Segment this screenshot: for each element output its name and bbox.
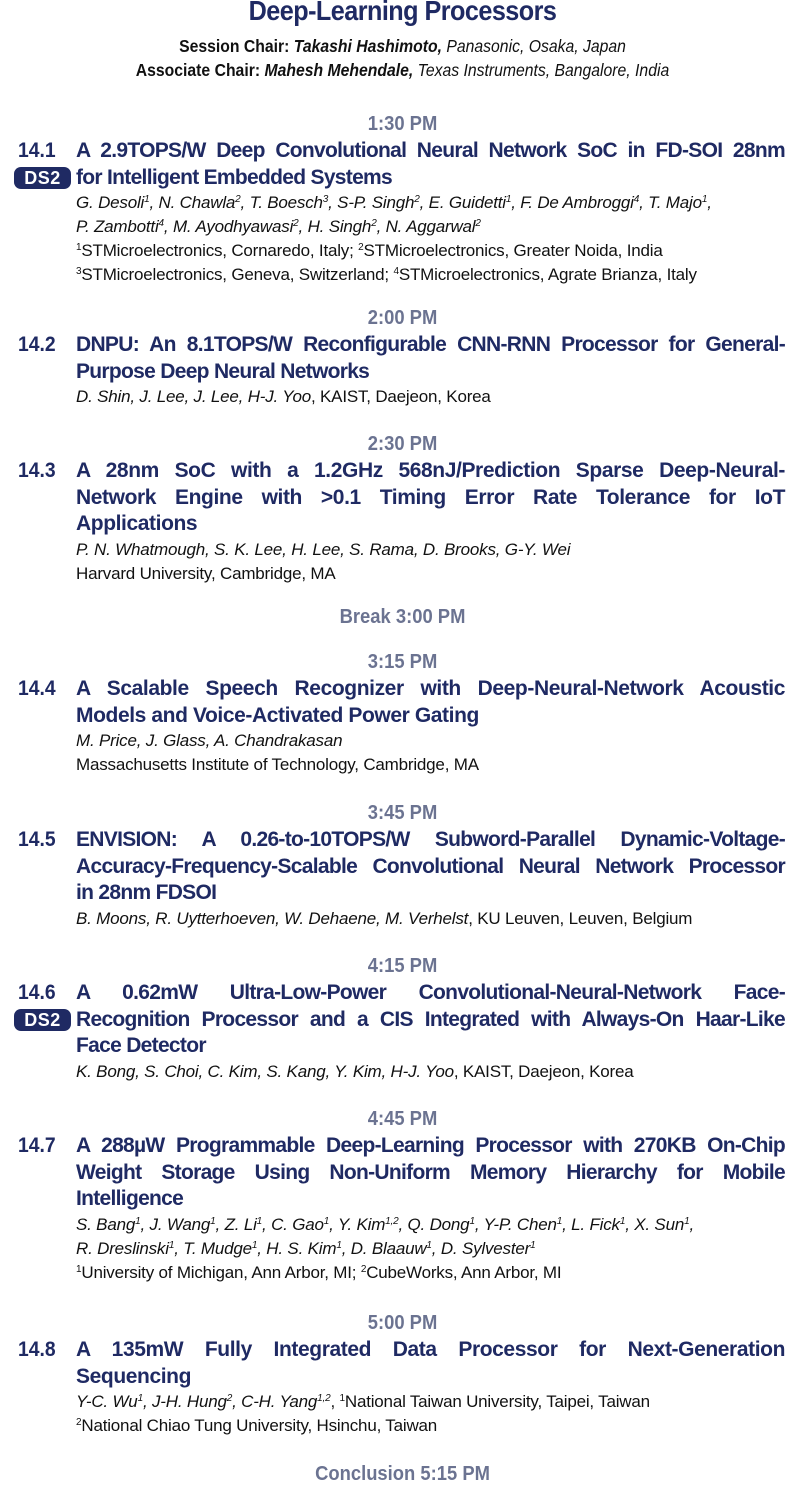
paper-title-line: DNPU: An 8.1TOPS/W Reconfigurable CNN-RNN Processor for General-: [76, 333, 785, 356]
paper-title-line: Recognition Processor and a CIS Integrated with Always-On Haar-Like: [76, 1007, 785, 1031]
paper-title-line: Face Detector: [76, 1034, 206, 1057]
paper-title-line: Weight Storage Using Non-Uniform Memory Hierarchy for Mobile: [76, 1160, 785, 1184]
paper-time: 1:30 PM: [367, 113, 438, 135]
paper-title-line: A 2.9TOPS/W Deep Convolutional Neural Network SoC in FD-SOI 28nm: [76, 139, 785, 162]
paper-affiliation: $^1$University of Michigan, Ann Arbor, MI; $^2$CubeWorks, Ann Arbor, MI: [76, 1262, 562, 1282]
paper-title-line: for Intelligent Embedded Systems: [76, 165, 392, 189]
paper-number: 14.2: [18, 333, 56, 356]
paper-number: 14.5: [18, 828, 56, 851]
paper-authors: S. Bang$^1$, J. Wang$^1$, Z. Li$^1$, C. Gao$^1$, Y. Kim$^{1,2}$, Q. Dong$^1$, Y-P. Chen$^1$, L. Fick$^1$, X. Sun$^1$,: [76, 1214, 694, 1234]
session-title: Deep-Learning Processors: [248, 0, 557, 26]
paper-title-line: Models and Voice-Activated Power Gating: [76, 703, 479, 727]
paper-title-line: A 135mW Fully Integrated Data Processor for Next-Generation: [76, 1338, 785, 1361]
paper-title-line: in 28nm FDSOI: [76, 881, 217, 904]
paper-block: [0, 306, 805, 409]
paper-time: 5:00 PM: [367, 1312, 438, 1334]
paper-affiliation: $^2$National Chiao Tung University, Hsinchu, Taiwan: [76, 1416, 438, 1435]
paper-title-line: Intelligence: [76, 1187, 184, 1210]
paper-block: [0, 1311, 805, 1438]
paper-block: [0, 954, 805, 1084]
paper-authors: P. N. Whatmough, S. K. Lee, H. Lee, S. Rama, D. Brooks, G-Y. Wei: [76, 539, 571, 559]
paper-block: [0, 650, 805, 777]
paper-authors: M. Price, J. Glass, A. Chandrakasan: [76, 731, 343, 750]
paper-affiliation: $^1$STMicroelectronics, Cornaredo, Italy; $^2$STMicroelectronics, Greater Noida, India: [76, 241, 663, 260]
paper-title-line: A 288µW Programmable Deep-Learning Processor with 270KB On-Chip: [76, 1134, 785, 1157]
paper-affiliation: Harvard University, Cambridge, MA: [76, 563, 336, 583]
paper-time: 2:00 PM: [367, 307, 438, 329]
paper-time: 3:15 PM: [367, 651, 438, 673]
session-chair: [40, 34, 765, 58]
break-label: Break 3:00 PM: [339, 606, 466, 628]
session-chair-affiliation: Panasonic, Osaka, Japan: [446, 36, 626, 56]
paper-number: 14.7: [18, 1134, 56, 1157]
paper-title: [76, 458, 785, 538]
paper-block: [0, 112, 805, 287]
paper-time: 2:30 PM: [367, 433, 438, 455]
paper-title: [76, 1133, 785, 1213]
paper-title: [76, 827, 785, 907]
paper-title-line: Purpose Deep Neural Networks: [76, 359, 370, 383]
paper-number: 14.8: [18, 1338, 56, 1361]
paper-title-line: Sequencing: [76, 1364, 192, 1388]
conclusion-label: Conclusion 5:15 PM: [315, 1463, 490, 1485]
paper-time: 4:45 PM: [367, 1108, 438, 1130]
associate-chair-name: Mahesh Mehendale,: [264, 60, 414, 80]
paper-title: [76, 138, 785, 191]
paper-title-line: A 0.62mW Ultra-Low-Power Convolutional-Neural-Network Face-: [76, 981, 785, 1004]
paper-title-line: A 28nm SoC with a 1.2GHz 568nJ/Prediction Sparse Deep-Neural-: [76, 459, 785, 482]
paper-title: [76, 1337, 785, 1390]
paper-affiliation: Massachusetts Institute of Technology, Cambridge, MA: [76, 755, 479, 774]
paper-title: [76, 332, 785, 385]
paper-authors: B. Moons, R. Uytterhoeven, W. Dehaene, M. Verhelst, KU Leuven, Leuven, Belgium: [76, 908, 693, 928]
paper-number: 14.6: [18, 981, 56, 1004]
paper-block: [0, 801, 805, 931]
associate-chair-affiliation: Texas Instruments, Bangalore, India: [417, 60, 670, 80]
paper-time: 3:45 PM: [367, 802, 438, 824]
paper-title-line: Applications: [76, 512, 198, 535]
paper-number: 14.4: [18, 677, 56, 700]
paper-block: [0, 1107, 805, 1285]
paper-authors: P. Zambotti$^4$, M. Ayodhyawasi$^2$, H. Singh$^2$, N. Aggarwal$^2$: [76, 217, 481, 236]
paper-number: 14.1: [18, 139, 56, 162]
paper-title-line: Network Engine with >0.1 Timing Error Rate Tolerance for IoT: [76, 485, 785, 509]
paper-title: [76, 980, 785, 1060]
paper-authors: D. Shin, J. Lee, J. Lee, H-J. Yoo, KAIST, Daejeon, Korea: [76, 387, 491, 406]
ds2-badge: DS2: [14, 167, 71, 189]
paper-title-line: ENVISION: A 0.26-to-10TOPS/W Subword-Parallel Dynamic-Voltage-: [76, 828, 785, 851]
associate-chair: [40, 58, 765, 82]
paper-affiliation: $^3$STMicroelectronics, Geneva, Switzerland; $^4$STMicroelectronics, Agrate Brianza, Italy: [76, 265, 697, 284]
paper-authors: K. Bong, S. Choi, C. Kim, S. Kang, Y. Kim, H-J. Yoo, KAIST, Daejeon, Korea: [76, 1061, 634, 1081]
paper-block: [0, 432, 805, 586]
session-chair-role: Session Chair:: [179, 36, 290, 56]
paper-authors: G. Desoli$^1$, N. Chawla$^2$, T. Boesch$^3$, S-P. Singh$^2$, E. Guidetti$^1$, F. De Ambroggi$^4$, T. Majo$^1$,: [76, 193, 712, 212]
paper-time: 4:15 PM: [367, 955, 438, 977]
ds2-badge: DS2: [14, 1009, 71, 1031]
paper-authors: R. Dreslinski$^1$, T. Mudge$^1$, H. S. Kim$^1$, D. Blaauw$^1$, D. Sylvester$^1$: [76, 1238, 536, 1258]
paper-title: [76, 676, 785, 729]
associate-chair-role: Associate Chair:: [135, 60, 261, 80]
paper-title-line: A Scalable Speech Recognizer with Deep-Neural-Network Acoustic: [76, 677, 785, 700]
paper-title-line: Accuracy-Frequency-Scalable Convolutional Neural Network Processor: [76, 854, 785, 878]
paper-authors: Y-C. Wu$^1$, J-H. Hung$^2$, C-H. Yang$^{1,2}$, $^1$National Taiwan University, Taipei, Taiwan: [76, 1392, 650, 1411]
session-chair-name: Takashi Hashimoto,: [293, 36, 443, 56]
paper-number: 14.3: [18, 459, 56, 482]
